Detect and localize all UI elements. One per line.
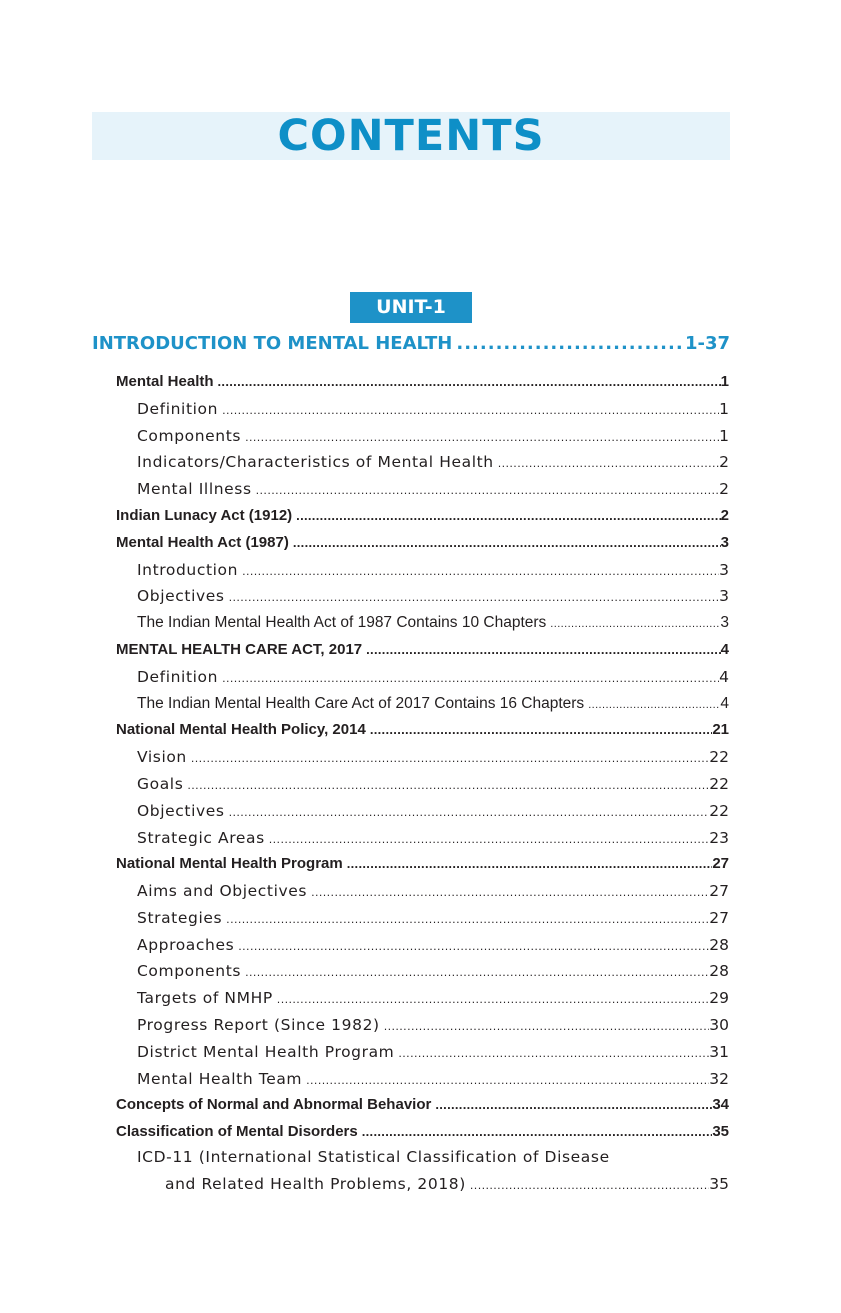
- toc-entry-label: and Related Health Problems, 2018): [165, 1175, 466, 1193]
- leader-dots: [289, 530, 721, 556]
- leader-dots: [362, 637, 721, 663]
- toc-entry-label: Strategies: [137, 909, 223, 927]
- leader-dots: [358, 1119, 713, 1145]
- unit-heading[interactable]: [92, 333, 730, 361]
- toc-entry-label: Introduction: [137, 561, 239, 579]
- leader-dots: [494, 451, 719, 477]
- toc-entry-page: 30: [709, 1016, 729, 1034]
- toc-entry-page: 21: [712, 721, 729, 738]
- toc-entry-label: Vision: [137, 748, 187, 766]
- toc-entry-label: The Indian Mental Health Act of 1987 Contains 10 Chapters: [137, 614, 547, 631]
- toc-entry-label: Mental Illness: [137, 480, 252, 498]
- toc-entry-label: District Mental Health Program: [137, 1043, 395, 1061]
- toc-entry-label: Components: [137, 427, 242, 445]
- toc-entry-mental-health-act-1987[interactable]: [116, 530, 729, 556]
- toc-entry-definition[interactable]: [137, 396, 729, 422]
- toc-entry-classification-mental-disorders[interactable]: [116, 1119, 729, 1145]
- toc-entry-care-act-2017-chapters[interactable]: [137, 691, 729, 717]
- toc-entry-page: 1: [720, 373, 729, 390]
- leader-dots: [234, 934, 709, 960]
- leader-dots: [452, 333, 685, 354]
- leader-dots: [273, 987, 709, 1013]
- leader-dots: [225, 585, 720, 611]
- leader-dots: [546, 611, 720, 637]
- toc-entry-mental-health-care-act-2017[interactable]: [116, 637, 729, 663]
- toc-entry-national-mental-health-policy[interactable]: [116, 717, 729, 743]
- leader-dots: [307, 880, 709, 906]
- toc-entry-national-mental-health-program[interactable]: [116, 851, 729, 877]
- toc-entry-icd11-line1[interactable]: ICD-11 (International Statistical Classification of Disease: [137, 1148, 610, 1166]
- toc-entry-page: 27: [712, 855, 729, 872]
- toc-entry-page: 3: [719, 561, 729, 579]
- toc-entry-objectives[interactable]: [137, 583, 729, 609]
- toc-entry-label: Indicators/Characteristics of Mental Health: [137, 453, 494, 471]
- toc-entry-page: 31: [709, 1043, 729, 1061]
- toc-entry-components[interactable]: [137, 423, 729, 449]
- toc-entry-introduction[interactable]: [137, 557, 729, 583]
- leader-dots: [343, 851, 713, 877]
- toc-entry-act-1987-chapters[interactable]: [137, 610, 729, 636]
- leader-dots: [238, 559, 719, 585]
- toc-entry-label: Definition: [137, 400, 219, 418]
- leader-dots: [366, 717, 713, 743]
- leader-dots: [187, 746, 709, 772]
- toc-entry-page: 3: [719, 587, 729, 605]
- toc-entry-label: Mental Health: [116, 373, 214, 390]
- leader-dots: [380, 1014, 710, 1040]
- toc-entry-label: Indian Lunacy Act (1912): [116, 507, 293, 524]
- toc-entry-label: Concepts of Normal and Abnormal Behavior: [116, 1096, 432, 1113]
- toc-entry-label: National Mental Health Policy, 2014: [116, 721, 366, 738]
- toc-entry-page: 22: [709, 748, 729, 766]
- toc-entry-page: 35: [709, 1175, 729, 1193]
- toc-entry-page: 2: [719, 453, 729, 471]
- toc-entry-label: Progress Report (Since 1982): [137, 1016, 380, 1034]
- leader-dots: [241, 425, 719, 451]
- leader-dots: [218, 398, 719, 424]
- leader-dots: [222, 907, 709, 933]
- toc-entry-strategic-areas[interactable]: [137, 825, 729, 851]
- unit-badge: UNIT-1: [350, 292, 472, 323]
- toc-entry-label: MENTAL HEALTH CARE ACT, 2017: [116, 641, 363, 658]
- leader-dots: [302, 1068, 709, 1094]
- toc-entry-page: 32: [709, 1070, 729, 1088]
- toc-entry-page: 2: [720, 507, 729, 524]
- toc-entry-label: Objectives: [137, 802, 225, 820]
- toc-entry-page: 22: [709, 775, 729, 793]
- leader-dots: [183, 773, 709, 799]
- page-title: CONTENTS: [277, 111, 545, 161]
- toc-entry-vision[interactable]: [137, 744, 729, 770]
- toc-entry-label: Mental Health Team: [137, 1070, 303, 1088]
- toc-entry-page: 3: [720, 534, 729, 551]
- toc-entry-page: 2: [719, 480, 729, 498]
- toc-entry-label: Approaches: [137, 936, 235, 954]
- toc-entry-progress-report[interactable]: [137, 1012, 729, 1038]
- toc-entry-page: 34: [712, 1096, 729, 1113]
- leader-dots: [265, 827, 710, 853]
- toc-entry-concepts-normal-abnormal[interactable]: [116, 1092, 729, 1118]
- toc-entry-label: Strategic Areas: [137, 829, 265, 847]
- toc-entry-page: 29: [709, 989, 729, 1007]
- toc-entry-label: Components: [137, 962, 242, 980]
- leader-dots: [394, 1041, 709, 1067]
- toc-entry-page: 4: [719, 668, 729, 686]
- toc-entry-aims-and-objectives[interactable]: [137, 878, 729, 904]
- leader-dots: [252, 478, 719, 504]
- toc-entry-page: 35: [712, 1123, 729, 1140]
- toc-entry-district-mental-health-program[interactable]: [137, 1039, 729, 1065]
- toc-entry-strategies[interactable]: [137, 905, 729, 931]
- toc-entry-page: 27: [709, 909, 729, 927]
- toc-entry-approaches[interactable]: [137, 932, 729, 958]
- toc-entry-page: 23: [709, 829, 729, 847]
- leader-dots: [292, 503, 721, 529]
- toc-entry-goals[interactable]: [137, 771, 729, 797]
- toc-entry-targets-of-nmhp[interactable]: [137, 985, 729, 1011]
- toc-entry-page: 28: [709, 936, 729, 954]
- toc-entry-page: 3: [720, 614, 729, 631]
- toc-entry-page: 22: [709, 802, 729, 820]
- toc-entry-label: The Indian Mental Health Care Act of 2017 Contains 16 Chapters: [137, 695, 585, 712]
- toc-entry-indian-lunacy-act[interactable]: [116, 503, 729, 529]
- toc-entry-components[interactable]: [137, 958, 729, 984]
- toc-entry-page: 1: [719, 400, 729, 418]
- leader-dots: [466, 1173, 709, 1199]
- toc-entry-page: 1: [719, 427, 729, 445]
- toc-entry-label: Aims and Objectives: [137, 882, 308, 900]
- toc-entry-label: Mental Health Act (1987): [116, 534, 289, 551]
- leader-dots: [214, 369, 721, 395]
- toc-entry-label: National Mental Health Program: [116, 855, 343, 872]
- toc-entry-definition[interactable]: [137, 664, 729, 690]
- toc-entry-label: Goals: [137, 775, 184, 793]
- leader-dots: [218, 666, 719, 692]
- toc-entry-mental-health[interactable]: [116, 369, 729, 395]
- toc-entry-icd11-line2[interactable]: [165, 1171, 729, 1197]
- toc-entry-page: 28: [709, 962, 729, 980]
- leader-dots: [584, 692, 720, 718]
- toc-entry-indicators[interactable]: [137, 449, 729, 475]
- toc-entry-page: 4: [720, 695, 729, 712]
- leader-dots: [241, 960, 709, 986]
- leader-dots: [225, 800, 710, 826]
- toc-entry-mental-health-team[interactable]: [137, 1066, 729, 1092]
- toc-entry-label: Classification of Mental Disorders: [116, 1123, 358, 1140]
- toc-entry-mental-illness[interactable]: [137, 476, 729, 502]
- toc-entry-objectives[interactable]: [137, 798, 729, 824]
- unit-heading-pages: 1-37: [684, 333, 730, 354]
- toc-entry-label: Targets of NMHP: [137, 989, 273, 1007]
- toc-entry-page: 27: [709, 882, 729, 900]
- leader-dots: [431, 1092, 712, 1118]
- toc-entry-label: Definition: [137, 668, 219, 686]
- toc-entry-page: 4: [720, 641, 729, 658]
- unit-heading-label: INTRODUCTION TO MENTAL HEALTH: [92, 333, 453, 354]
- toc-entry-label: Objectives: [137, 587, 225, 605]
